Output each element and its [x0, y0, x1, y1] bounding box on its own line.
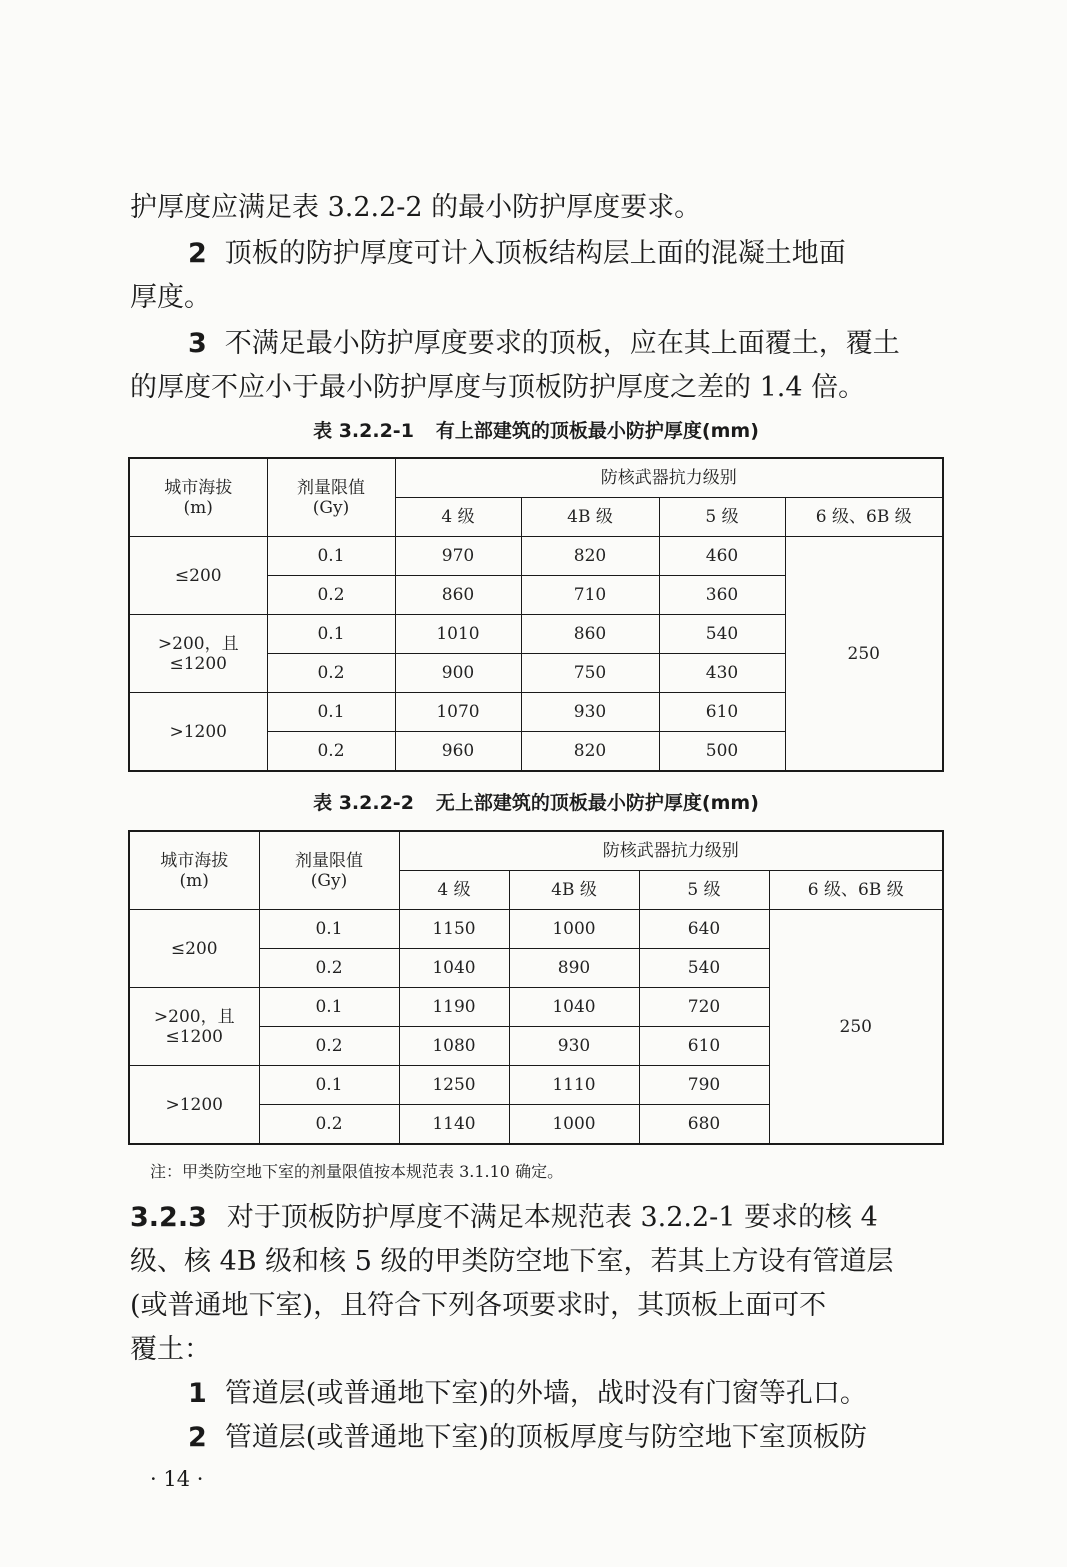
altitude-cell: >1200 [129, 693, 267, 772]
dose-cell: 0.1 [259, 1066, 399, 1105]
table-1-caption [130, 417, 942, 445]
value-cell: 710 [521, 576, 659, 615]
value-cell: 930 [521, 693, 659, 732]
value-cell: 930 [509, 1027, 639, 1066]
value-cell: 750 [521, 654, 659, 693]
altitude-cell: >200，且 ≤1200 [129, 615, 267, 693]
dose-cell: 0.1 [267, 537, 395, 576]
value-cell: 610 [639, 1027, 769, 1066]
value-cell: 640 [639, 910, 769, 949]
dose-cell: 0.1 [267, 693, 395, 732]
table-title: 无上部建筑的顶板最小防护厚度(mm) [435, 792, 759, 814]
dose-cell: 0.1 [267, 615, 395, 654]
header-level-5: 5 级 [659, 498, 785, 537]
altitude-cell: ≤200 [129, 910, 259, 988]
altitude-cell: >200，且 ≤1200 [129, 988, 259, 1066]
paragraph-item-3 [130, 322, 942, 366]
header-level-4: 4 级 [399, 871, 509, 910]
value-cell: 1040 [509, 988, 639, 1027]
altitude-cell: >1200 [129, 1066, 259, 1145]
paragraph-item-2 [130, 232, 942, 276]
header-altitude: 城市海拔 (m) [129, 458, 267, 537]
value-cell: 1070 [395, 693, 521, 732]
header-level-6: 6 级、6B 级 [769, 871, 943, 910]
value-cell: 1140 [399, 1105, 509, 1145]
value-cell: 1010 [395, 615, 521, 654]
item-number: 3 [188, 328, 207, 359]
section-number: 3.2.3 [130, 1202, 207, 1233]
header-level-5: 5 级 [639, 871, 769, 910]
value-cell: 1150 [399, 910, 509, 949]
value-cell: 900 [395, 654, 521, 693]
dose-cell: 0.1 [259, 910, 399, 949]
dose-cell: 0.2 [267, 654, 395, 693]
table-2-caption [130, 789, 942, 817]
value-cell: 820 [521, 537, 659, 576]
value-cell: 890 [509, 949, 639, 988]
header-level-6: 6 级、6B 级 [785, 498, 943, 537]
header-altitude: 城市海拔 (m) [129, 831, 259, 910]
table-1 [128, 457, 944, 772]
paragraph-text: 的厚度不应小于最小防护厚度与顶板防护厚度之差的 1.4 倍。 [130, 372, 866, 403]
paragraph-text: 管道层(或普通地下室)的顶板厚度与防空地下室顶板防 [224, 1422, 867, 1453]
dose-cell: 0.2 [267, 576, 395, 615]
paragraph-item-3-cont [130, 366, 942, 410]
section-item-1 [130, 1372, 942, 1416]
paragraph-text: 顶板的防护厚度可计入顶板结构层上面的混凝土地面 [224, 238, 846, 269]
dose-cell: 0.2 [259, 949, 399, 988]
paragraph-continuation [130, 186, 942, 230]
value-cell: 500 [659, 732, 785, 772]
section-3-2-3-line-4 [130, 1328, 942, 1372]
value-cell: 970 [395, 537, 521, 576]
value-cell: 720 [639, 988, 769, 1027]
value-cell: 1000 [509, 1105, 639, 1145]
section-3-2-3-line-2 [130, 1240, 942, 1284]
section-3-2-3-line-3 [130, 1284, 942, 1328]
paragraph-text: 级、核 4B 级和核 5 级的甲类防空地下室，若其上方设有管道层 [130, 1246, 894, 1277]
page-number: · 14 · [150, 1467, 204, 1491]
dose-cell: 0.2 [259, 1027, 399, 1066]
table-note: 注：甲类防空地下室的剂量限值按本规范表 3.1.10 确定。 [150, 1162, 564, 1181]
paragraph-text: (或普通地下室)，且符合下列各项要求时，其顶板上面可不 [130, 1290, 827, 1321]
dose-cell: 0.1 [259, 988, 399, 1027]
value-cell: 1040 [399, 949, 509, 988]
paragraph-text: 不满足最小防护厚度要求的顶板，应在其上面覆土，覆土 [224, 328, 900, 359]
dose-cell: 0.2 [259, 1105, 399, 1145]
value-cell: 960 [395, 732, 521, 772]
section-item-2 [130, 1416, 942, 1460]
value-cell: 1000 [509, 910, 639, 949]
paragraph-item-2-cont [130, 276, 942, 320]
header-level-4b: 4B 级 [509, 871, 639, 910]
header-resistance-level: 防核武器抗力级别 [399, 831, 943, 871]
table-title: 有上部建筑的顶板最小防护厚度(mm) [435, 420, 759, 442]
merged-level-6-cell: 250 [785, 537, 943, 772]
item-number: 2 [188, 1422, 207, 1453]
value-cell: 790 [639, 1066, 769, 1105]
value-cell: 680 [639, 1105, 769, 1145]
value-cell: 860 [521, 615, 659, 654]
paragraph-text: 覆土： [130, 1334, 211, 1365]
paragraph-text: 厚度。 [130, 282, 211, 313]
value-cell: 1250 [399, 1066, 509, 1105]
header-dose: 剂量限值 (Gy) [267, 458, 395, 537]
table-row [129, 537, 943, 576]
value-cell: 1190 [399, 988, 509, 1027]
value-cell: 540 [639, 949, 769, 988]
value-cell: 860 [395, 576, 521, 615]
value-cell: 360 [659, 576, 785, 615]
value-cell: 1080 [399, 1027, 509, 1066]
table-2 [128, 830, 944, 1145]
table-number: 表 3.2.2-1 [313, 420, 414, 442]
table-row [129, 910, 943, 949]
value-cell: 540 [659, 615, 785, 654]
item-number: 2 [188, 238, 207, 269]
value-cell: 1110 [509, 1066, 639, 1105]
header-dose: 剂量限值 (Gy) [259, 831, 399, 910]
value-cell: 820 [521, 732, 659, 772]
dose-cell: 0.2 [267, 732, 395, 772]
merged-level-6-cell: 250 [769, 910, 943, 1145]
value-cell: 460 [659, 537, 785, 576]
header-level-4: 4 级 [395, 498, 521, 537]
paragraph-text: 管道层(或普通地下室)的外墙，战时没有门窗等孔口。 [224, 1378, 867, 1409]
altitude-cell: ≤200 [129, 537, 267, 615]
value-cell: 610 [659, 693, 785, 732]
section-3-2-3-line-1 [130, 1196, 942, 1240]
paragraph-text: 对于顶板防护厚度不满足本规范表 3.2.2-1 要求的核 4 [226, 1202, 878, 1233]
value-cell: 430 [659, 654, 785, 693]
table-number: 表 3.2.2-2 [313, 792, 414, 814]
header-level-4b: 4B 级 [521, 498, 659, 537]
paragraph-text: 护厚度应满足表 3.2.2-2 的最小防护厚度要求。 [130, 192, 702, 223]
item-number: 1 [188, 1378, 207, 1409]
header-resistance-level: 防核武器抗力级别 [395, 458, 943, 498]
